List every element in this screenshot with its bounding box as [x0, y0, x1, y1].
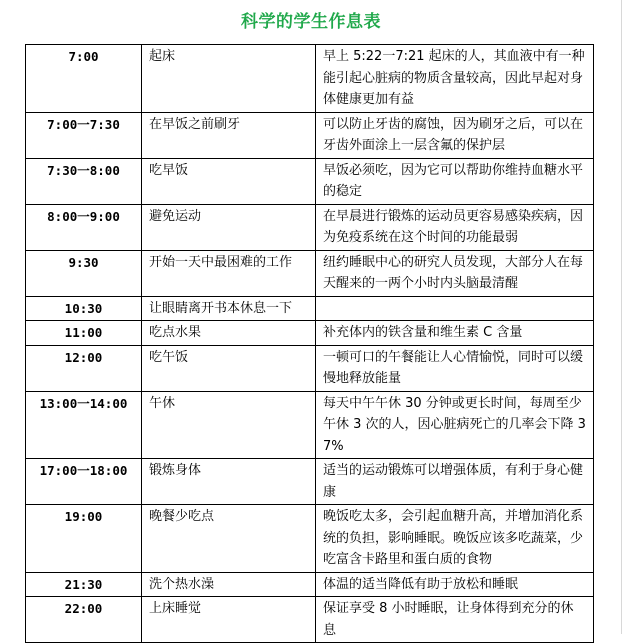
table-row: [26, 250, 594, 296]
activity-cell: 避免运动: [142, 204, 316, 250]
table-row: [26, 112, 594, 158]
note-cell: 晚饭吃太多，会引起血糖升高，并增加消化系统的负担，影响睡眠。晚饭应该多吃蔬菜，少吃富含卡路里和蛋白质的食物: [316, 505, 594, 573]
time-cell: 7:00一7:30: [26, 112, 142, 158]
page-title: 科学的学生作息表: [241, 12, 381, 32]
activity-cell: 吃点水果: [142, 321, 316, 346]
table-row: [26, 296, 594, 321]
time-cell: 12:00: [26, 345, 142, 391]
time-cell: 9:30: [26, 250, 142, 296]
time-cell: 17:00一18:00: [26, 459, 142, 505]
table-row: [26, 391, 594, 459]
note-cell: 适当的运动锻炼可以增强体质，有利于身心健康: [316, 459, 594, 505]
note-cell: 纽约睡眠中心的研究人员发现，大部分人在每天醒来的一两个小时内头脑最清醒: [316, 250, 594, 296]
note-cell: 早饭必须吃，因为它可以帮助你维持血糖水平的稳定: [316, 158, 594, 204]
note-cell: 保证享受 8 小时睡眠，让身体得到充分的休息: [316, 597, 594, 643]
table-row: [26, 204, 594, 250]
activity-cell: 让眼睛离开书本休息一下: [142, 296, 316, 321]
table-row: [26, 345, 594, 391]
table-row: [26, 321, 594, 346]
note-cell: 一顿可口的午餐能让人心情愉悦，同时可以缓慢地释放能量: [316, 345, 594, 391]
note-cell: 早上 5:22一7:21 起床的人，其血液中有一种能引起心脏病的物质含量较高，因此早起对身体健康更加有益: [316, 45, 594, 113]
note-cell: [316, 296, 594, 321]
time-cell: 11:00: [26, 321, 142, 346]
time-cell: 8:00一9:00: [26, 204, 142, 250]
note-cell: 体温的适当降低有助于放松和睡眠: [316, 572, 594, 597]
activity-cell: 吃早饭: [142, 158, 316, 204]
time-cell: 7:30一8:00: [26, 158, 142, 204]
time-cell: 22:00: [26, 597, 142, 643]
note-cell: 每天中午午休 30 分钟或更长时间，每周至少午休 3 次的人，因心脏病死亡的几率会下降 37%: [316, 391, 594, 459]
schedule-table: [25, 44, 594, 643]
activity-cell: 起床: [142, 45, 316, 113]
activity-cell: 在早饭之前刷牙: [142, 112, 316, 158]
time-cell: 10:30: [26, 296, 142, 321]
time-cell: 13:00一14:00: [26, 391, 142, 459]
table-row: [26, 505, 594, 573]
note-cell: 补充体内的铁含量和维生素 C 含量: [316, 321, 594, 346]
activity-cell: 锻炼身体: [142, 459, 316, 505]
activity-cell: 开始一天中最困难的工作: [142, 250, 316, 296]
table-row: [26, 158, 594, 204]
time-cell: 19:00: [26, 505, 142, 573]
activity-cell: 晚餐少吃点: [142, 505, 316, 573]
activity-cell: 上床睡觉: [142, 597, 316, 643]
note-cell: 可以防止牙齿的腐蚀，因为刷牙之后，可以在牙齿外面涂上一层含氟的保护层: [316, 112, 594, 158]
table-row: [26, 459, 594, 505]
time-cell: 21:30: [26, 572, 142, 597]
activity-cell: 洗个热水澡: [142, 572, 316, 597]
note-cell: 在早晨进行锻炼的运动员更容易感染疾病，因为免疫系统在这个时间的功能最弱: [316, 204, 594, 250]
schedule-body: [26, 45, 594, 643]
table-row: [26, 45, 594, 113]
activity-cell: 午休: [142, 391, 316, 459]
table-row: [26, 597, 594, 643]
table-row: [26, 572, 594, 597]
activity-cell: 吃午饭: [142, 345, 316, 391]
time-cell: 7:00: [26, 45, 142, 113]
